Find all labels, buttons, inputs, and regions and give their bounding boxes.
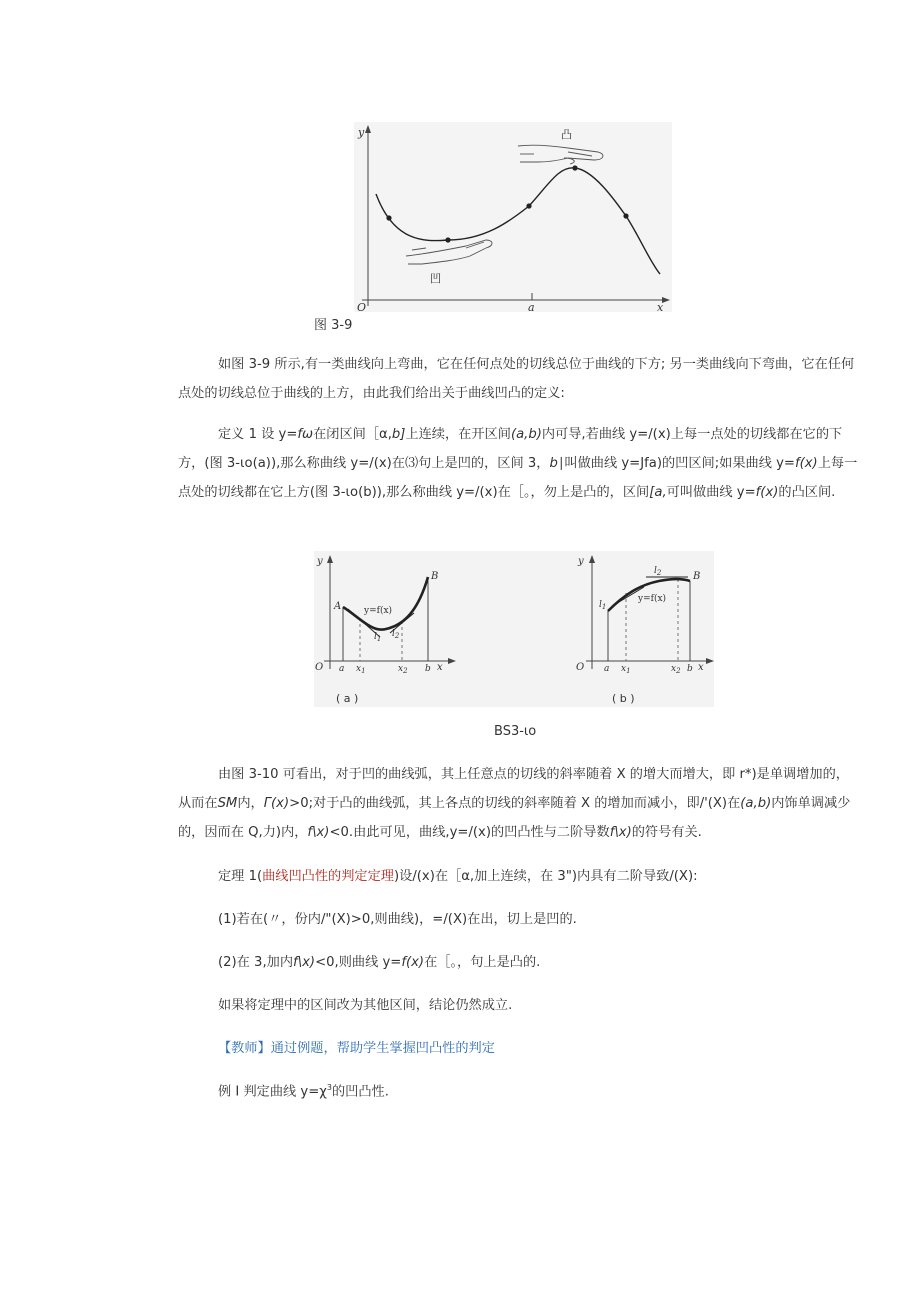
label-origin: O	[357, 301, 367, 312]
def-math: b]	[391, 427, 406, 442]
label-x: x	[657, 301, 664, 312]
a-tick-b: b	[425, 664, 431, 674]
figure-3-10-graph	[314, 551, 714, 707]
curve-a	[343, 577, 428, 630]
b-label-B: B	[693, 571, 701, 582]
curve	[376, 168, 660, 274]
def-math: [a,	[649, 485, 667, 500]
analysis-paragraph	[178, 760, 858, 847]
para-math: f\x)	[307, 825, 330, 840]
theorem-item-2	[178, 948, 858, 977]
y-axis-arrow-b	[589, 555, 595, 563]
figure-3-9	[354, 122, 672, 312]
theorem-1	[178, 862, 858, 891]
def-text: ∣叫做曲线 y=Jfa)的凹区间;如果曲线 y=	[557, 456, 795, 471]
curve-point	[386, 215, 391, 220]
para-text: <0.由此可见，曲线,y=/(x)的凹凸性与二阶导数	[329, 825, 610, 840]
b-label-l1: $l_1$	[599, 600, 607, 611]
def-text: 在闭区间［α,	[313, 427, 392, 442]
x-axis-arrow-a	[448, 658, 456, 664]
hand-bottom-illustration	[406, 240, 492, 264]
b-tick-x2: $x_2$	[671, 664, 681, 675]
a-label-func: y=f(x)	[364, 606, 393, 616]
theorem-text: )设/(x)在［α,加上连续，在 3")内具有二阶导致/(X):	[393, 869, 698, 884]
figure-3-10-caption: BS3-ιo	[494, 724, 537, 739]
b-label-l2: $l_2$	[654, 566, 662, 577]
panel-a-label: ( a )	[336, 692, 359, 705]
def-text: 上连续，在开区间	[405, 427, 511, 442]
def-math: (a,b)	[510, 427, 542, 442]
label-convex: 凸	[561, 128, 572, 141]
label-y: y	[358, 126, 365, 139]
hand-top-illustration	[518, 145, 603, 164]
item-math: f(x)	[401, 955, 425, 970]
figure-3-9-caption: 图 3-9	[314, 318, 353, 333]
def-math: b	[549, 456, 558, 471]
def-text: 可叫做曲线 y=	[666, 485, 756, 500]
def-text: 上每一点处的切线都在它上方(图 3-ιo(b)),那么称曲线 y=/(x)在［。，勿上是凸的，区间	[178, 456, 858, 500]
para-math: f\x)	[609, 825, 632, 840]
curve-point	[572, 165, 577, 170]
x-axis-arrow-b	[706, 658, 714, 664]
panel-b	[576, 555, 714, 705]
b-tick-x1: $x_1$	[621, 664, 631, 675]
def-text: 内可导,若曲线 y=/(x)上每一点处的切线都在它的下方，(图 3-ιo(a)),那么称曲线 y=/(x)在⑶句上是凹的，区间 3，	[178, 427, 843, 471]
panel-a	[315, 555, 456, 705]
item-math: f\x)	[293, 955, 316, 970]
intro-paragraph: 如图 3-9 所示,有一类曲线向上弯曲，它在任何点处的切线总位于曲线的下方; 另一类曲线向下弯曲，它在任何点处的切线总位于曲线的上方，由此我们给出关于曲线凹凸的定义:	[178, 357, 855, 401]
theorem-text: 定理 1(	[218, 869, 263, 884]
para-text: 内，	[237, 796, 264, 811]
a-label-l2: $l_2$	[392, 629, 400, 640]
a-tick-x1: $x_1$	[356, 664, 366, 675]
a-tick-x2: $x_2$	[398, 664, 408, 675]
example-text: 例 I 判定曲线 y=χ	[218, 1084, 327, 1100]
para-math: Γ(x)	[263, 796, 290, 811]
b-label-y: y	[578, 556, 584, 567]
b-tick-a: a	[604, 664, 610, 674]
figure-3-10	[314, 551, 714, 707]
item-text: 在［。，句上是凸的.	[424, 955, 541, 970]
def-text: 定义 1 设 y=	[218, 427, 298, 442]
a-label-A: A	[334, 601, 342, 612]
a-label-origin: O	[315, 662, 324, 673]
curve-point	[526, 203, 531, 208]
example-1	[178, 1073, 858, 1106]
label-concave: 凹	[430, 272, 441, 285]
para-math: (a,b)	[740, 796, 772, 811]
theorem-name: 曲线凹凸性的判定定理	[262, 869, 394, 884]
a-label-B: B	[431, 571, 439, 582]
para-math: SM	[217, 796, 238, 811]
para-text: 内饰单调减少的，因而在 Q,力)内，	[178, 796, 851, 840]
para-text: 由图 3-10 可看出，对于凹的曲线弧，其上任意点的切线的斜率随着 X 的增大而增大，即 r*)是单调增加的，从而在	[178, 767, 849, 811]
definition-1	[178, 420, 858, 507]
def-text: 的凸区间.	[778, 485, 836, 500]
curve-point	[623, 213, 628, 218]
def-math: fω	[297, 427, 314, 442]
y-axis-arrow	[365, 125, 371, 133]
b-tick-b: b	[687, 664, 693, 674]
item-text: (2)在 3,加内	[218, 955, 294, 970]
y-axis-arrow-a	[327, 555, 333, 563]
a-label-x: x	[437, 662, 443, 673]
a-tick-a: a	[339, 664, 345, 674]
teacher-note: 【教师】通过例题，帮助学生掌握凹凸性的判定	[218, 1041, 495, 1056]
theorem-item-1: (1)若在(〃，份内/"(X)>0,则曲线)，=/(X)在出，切上是凹的.	[218, 912, 577, 927]
b-label-func: y=f(x)	[638, 594, 667, 604]
para-text: 的符号有关.	[631, 825, 702, 840]
b-label-x: x	[698, 662, 704, 673]
b-label-origin: O	[576, 662, 585, 673]
def-math: f(x)	[755, 485, 779, 500]
figure-3-9-graph	[354, 122, 672, 312]
curve-point	[445, 237, 450, 242]
label-a: a	[528, 301, 535, 312]
example-text: 的凹凸性.	[331, 1084, 389, 1100]
para-text: >0;对于凸的曲线弧，其上各点的切线的斜率随着 X 的增加而减小，即/'(X)在	[289, 796, 741, 811]
example-exponent: 3	[326, 1083, 332, 1092]
def-math: f(x)	[794, 456, 818, 471]
panel-b-label: ( b )	[612, 692, 635, 705]
item-text: <0,则曲线 y=	[315, 955, 402, 970]
a-label-l1: $l_1$	[374, 632, 382, 643]
a-label-y: y	[317, 556, 323, 567]
conclusion-paragraph: 如果将定理中的区间改为其他区间，结论仍然成立.	[218, 998, 513, 1013]
